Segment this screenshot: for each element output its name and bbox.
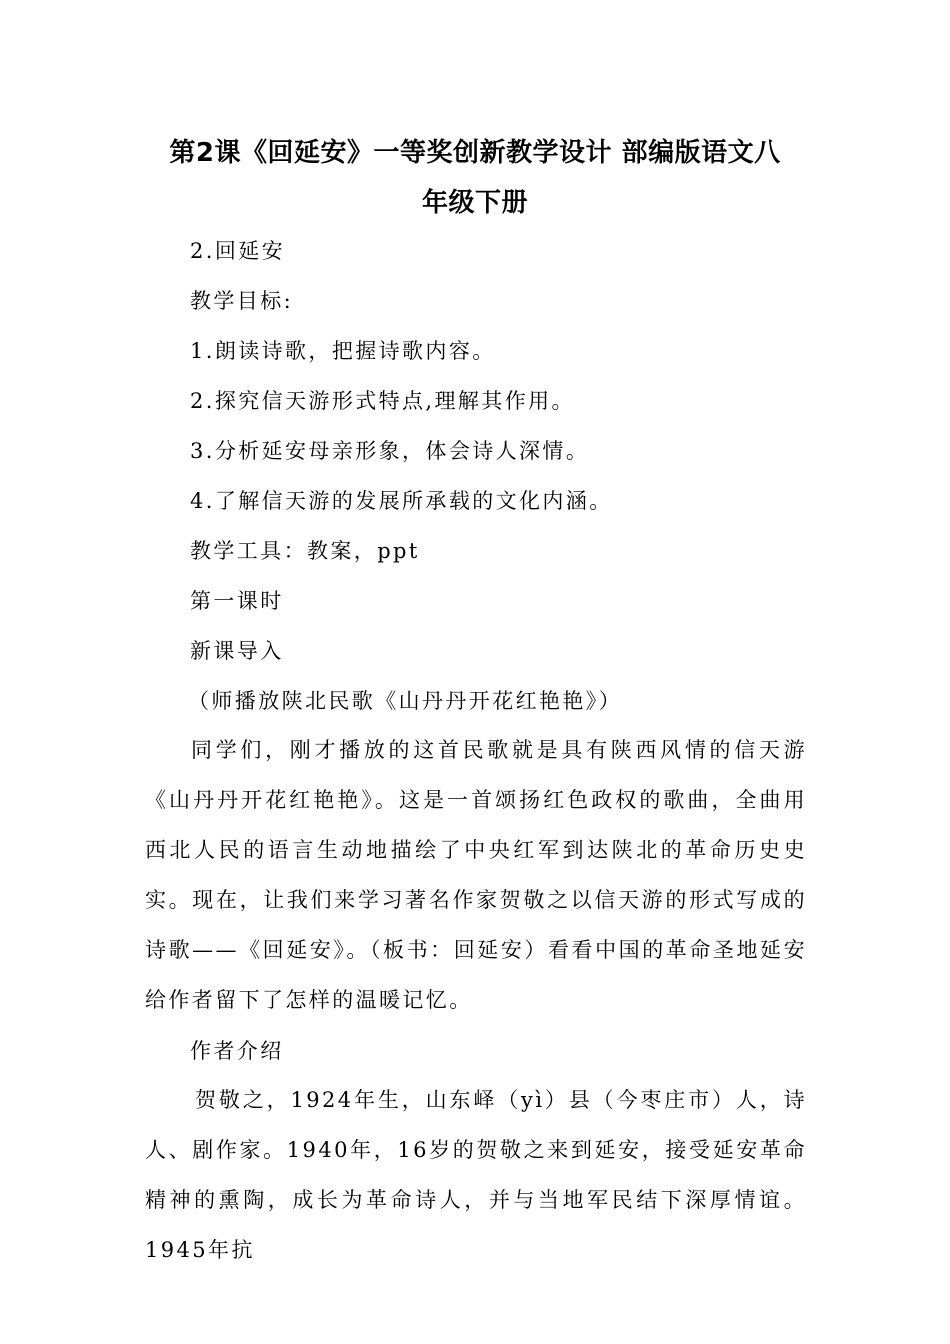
title-line-1: 第2课《回延安》一等奖创新教学设计 部编版语文八 bbox=[169, 138, 781, 168]
teaching-tools: 教学工具：教案，ppt bbox=[190, 539, 420, 563]
intro-paragraph: 同学们，刚才播放的这首民歌就是具有陕西风情的信天游《山丹丹开花红艳艳》。这是一首颂扬红色政权的歌曲，全曲用西北人民的语言生动地描绘了中央红军到达陕北的革命历史史实。现在，让我们来学习著名作家贺敬之以信天游的形式写成的诗歌——《回延安》。（板书：回延安）看看中国的革命圣地延安给作者留下了怎样的温暖记忆。 bbox=[145, 738, 807, 1012]
author-paragraph: 贺敬之，1924年生，山东峄（yì）县（今枣庄市）人，诗人、剧作家。1940年，16岁的贺敬之来到延安，接受延安革命精神的熏陶，成长为革命诗人，并与当地军民结下深厚情谊。1945年抗 bbox=[145, 1088, 807, 1262]
first-period-heading: 第一课时 bbox=[190, 589, 284, 613]
lesson-heading: 2.回延安 bbox=[190, 239, 286, 263]
objective-item-3: 3.分析延安母亲形象，体会诗人深情。 bbox=[190, 439, 590, 463]
title-line-2: 年级下册 bbox=[421, 188, 528, 218]
objective-item-1: 1.朗读诗歌，把握诗歌内容。 bbox=[190, 339, 496, 363]
objective-item-4: 4.了解信天游的发展所承载的文化内涵。 bbox=[190, 489, 613, 513]
teacher-note: （师播放陕北民歌《山丹丹开花红艳艳》） bbox=[188, 689, 623, 713]
lesson-intro-heading: 新课导入 bbox=[190, 639, 284, 663]
objectives-heading: 教学目标: bbox=[190, 289, 294, 313]
objective-item-2: 2.探究信天游形式特点,理解其作用。 bbox=[190, 389, 575, 413]
author-heading: 作者介绍 bbox=[190, 1039, 284, 1063]
